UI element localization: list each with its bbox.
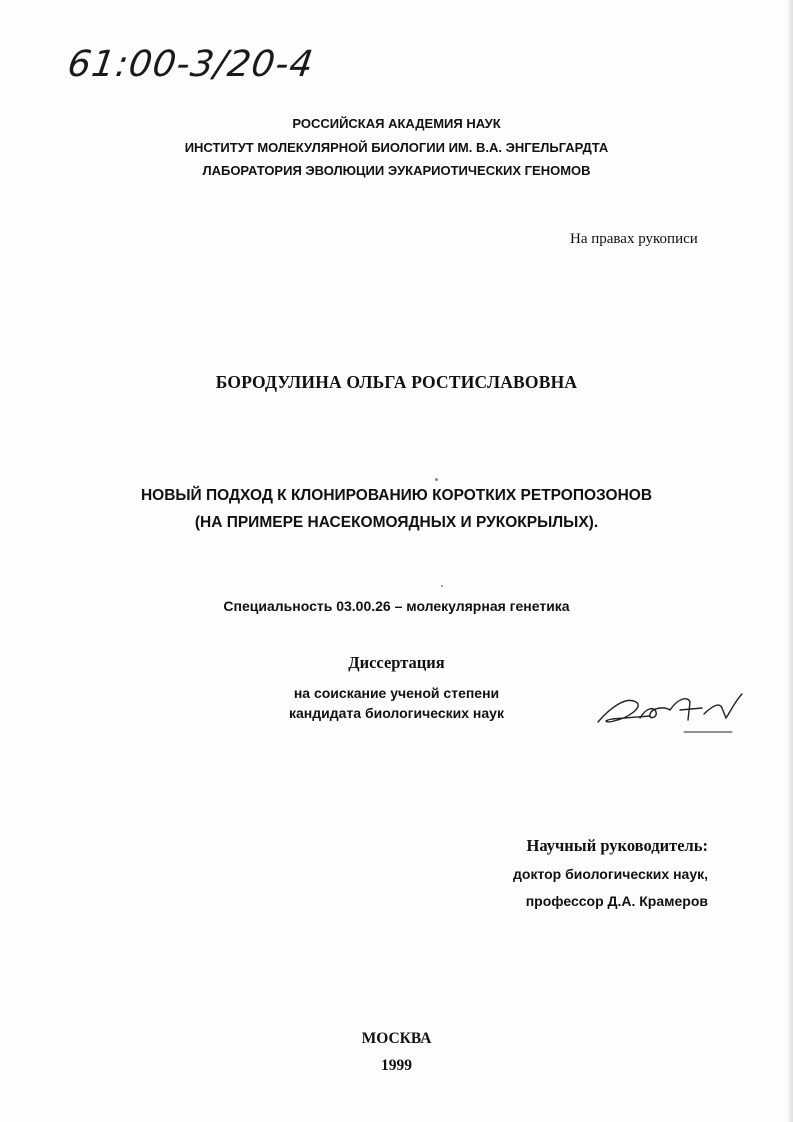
city: МОСКВА xyxy=(361,1030,432,1047)
academy-name: РОССИЙСКАЯ АКАДЕМИЯ НАУК xyxy=(292,116,501,131)
archive-mark-handwritten: 61:00-3/20-4 xyxy=(65,44,317,85)
dissertation-title-line-2: (НА ПРИМЕРЕ НАСЕКОМОЯДНЫХ И РУКОКРЫЛЫХ). xyxy=(194,514,599,531)
manuscript-rights-note: На правах рукописи xyxy=(570,231,698,247)
document-type: Диссертация xyxy=(348,653,445,672)
dissertation-title-line-1: НОВЫЙ ПОДХОД К КЛОНИРОВАНИЮ КОРОТКИХ РЕТРОПОЗОНОВ xyxy=(140,487,653,504)
degree-line-2: кандидата биологических наук xyxy=(289,705,504,721)
year: 1999 xyxy=(381,1057,412,1074)
scan-speck xyxy=(435,478,438,481)
author-name: БОРОДУЛИНА ОЛЬГА РОСТИСЛАВОВНА xyxy=(215,372,578,392)
supervisor-name: профессор Д.А. Крамеров xyxy=(525,893,708,909)
supervisor-degree: доктор биологических наук, xyxy=(513,866,708,882)
institute-name: ИНСТИТУТ МОЛЕКУЛЯРНОЙ БИОЛОГИИ ИМ. В.А. ЭНГЕЛЬГАРДТА xyxy=(184,140,609,155)
degree-line-1: на соискание ученой степени xyxy=(293,685,500,701)
laboratory-name: ЛАБОРАТОРИЯ ЭВОЛЮЦИИ ЭУКАРИОТИЧЕСКИХ ГЕНОМОВ xyxy=(202,163,591,178)
specialty-line: Специальность 03.00.26 – молекулярная генетика xyxy=(223,598,570,614)
supervisor-heading: Научный руководитель: xyxy=(526,836,708,855)
scan-speck xyxy=(441,585,443,587)
author-signature xyxy=(592,688,752,738)
